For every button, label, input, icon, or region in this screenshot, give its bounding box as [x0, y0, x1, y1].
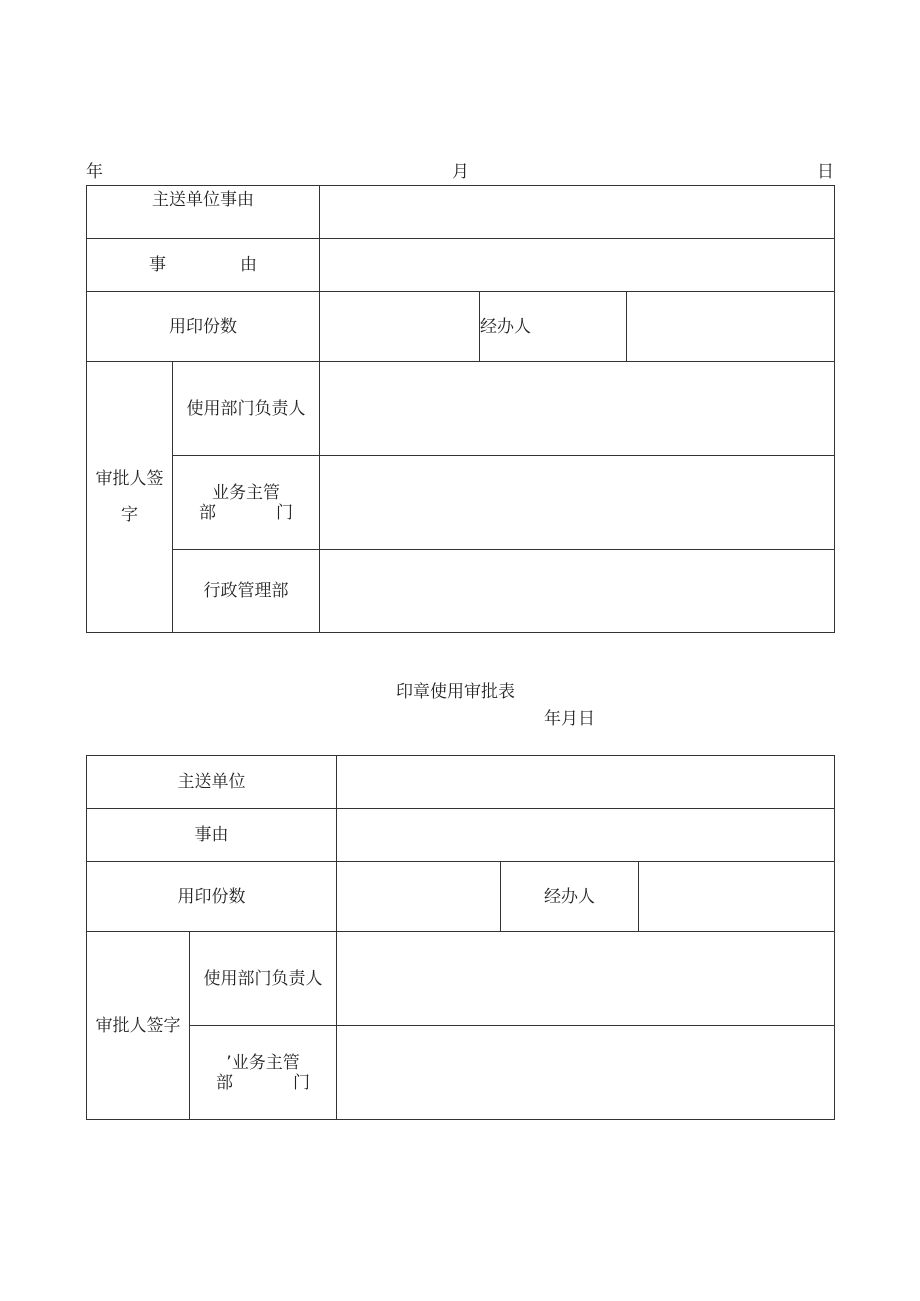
- approver-sign-text-2: 审批人签字: [95, 1015, 181, 1036]
- reason-field[interactable]: [320, 239, 835, 292]
- dept-head-field[interactable]: [320, 362, 835, 456]
- dept-head-label-2: 使用部门负责人: [190, 932, 337, 1026]
- biz-dept-line2-a-2: 部: [216, 1072, 233, 1093]
- date-month: 月: [452, 162, 469, 182]
- approver-sign-label-2: [87, 932, 190, 1120]
- biz-dept-line2-a: 部: [199, 502, 216, 523]
- form-date: 年月日: [544, 709, 595, 729]
- reason-label-part2: 由: [240, 255, 257, 275]
- biz-dept-field-2[interactable]: [337, 1026, 835, 1120]
- sender-label: 主送单位: [87, 756, 337, 809]
- copies-label: 用印份数: [87, 292, 320, 362]
- approver-sign-text: 审批人签字: [95, 469, 164, 525]
- reason-field-2[interactable]: [337, 809, 835, 862]
- handler-field-2[interactable]: [639, 862, 835, 932]
- reason-label-2: 事由: [87, 809, 337, 862]
- biz-dept-label: [173, 456, 320, 550]
- handler-field[interactable]: [627, 292, 835, 362]
- dept-head-field-2[interactable]: [337, 932, 835, 1026]
- sender-reason-label: 主送单位事由: [87, 186, 320, 239]
- approval-table-1: [86, 185, 835, 633]
- biz-dept-line1-2: ’业务主管: [226, 1052, 300, 1073]
- biz-dept-line2: [173, 503, 319, 523]
- biz-dept-line1: 业务主管: [212, 482, 280, 503]
- copies-field-2[interactable]: [337, 862, 501, 932]
- biz-dept-line2-b-2: 门: [293, 1072, 310, 1093]
- biz-dept-line2-b: 门: [276, 502, 293, 523]
- sender-field[interactable]: [337, 756, 835, 809]
- form-title: 印章使用审批表: [396, 682, 515, 702]
- reason-label: [87, 239, 320, 292]
- copies-label-2: 用印份数: [87, 862, 337, 932]
- biz-dept-line2-2: [190, 1073, 336, 1093]
- dept-head-label: 使用部门负责人: [173, 362, 320, 456]
- date-line: [86, 161, 834, 183]
- date-year: 年: [86, 162, 103, 182]
- approver-sign-label: [87, 362, 173, 633]
- admin-dept-label: 行政管理部: [173, 550, 320, 633]
- handler-label-2: 经办人: [501, 862, 639, 932]
- reason-label-part1: 事: [149, 255, 166, 275]
- biz-dept-label-2: [190, 1026, 337, 1120]
- handler-label: 经办人: [480, 292, 627, 362]
- admin-dept-field[interactable]: [320, 550, 835, 633]
- sender-reason-field[interactable]: [320, 186, 835, 239]
- copies-field[interactable]: [320, 292, 480, 362]
- biz-dept-field[interactable]: [320, 456, 835, 550]
- date-day: 日: [817, 162, 834, 182]
- approval-table-2: [86, 755, 835, 1120]
